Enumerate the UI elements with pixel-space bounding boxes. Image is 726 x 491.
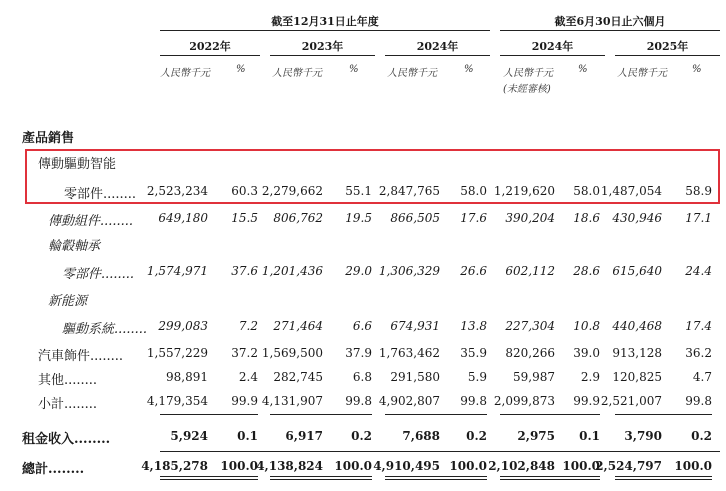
year-2022: 2022年 [189, 40, 231, 53]
cell-value: 39.0 [573, 346, 600, 360]
cell-value: 17.6 [460, 211, 487, 225]
subtotal-rule [270, 414, 372, 415]
unit-rmb-4: 人民幣千元 [503, 68, 553, 79]
cell-value: 1,219,620 [493, 184, 555, 198]
row-label: 汽車飾件........ [38, 349, 124, 364]
cell-value: 24.4 [685, 264, 712, 278]
cell-value: 120,825 [612, 370, 662, 384]
cell-value: 7.2 [238, 319, 258, 333]
cell-value: 4,902,807 [378, 394, 440, 408]
cell-value: 1,306,329 [378, 264, 440, 278]
unit-pct-3: % [464, 64, 474, 75]
cell-value: 99.8 [345, 394, 372, 408]
cell-value: 0.1 [237, 429, 258, 443]
cell-value: 1,574,971 [146, 264, 208, 278]
period-fy-header: 截至12月31日止年度 [271, 15, 379, 28]
period-fy-rule [160, 30, 490, 31]
cell-value: 99.9 [231, 394, 258, 408]
cell-value: 2,523,234 [146, 184, 208, 198]
cell-value: 58.0 [573, 184, 600, 198]
cell-value: 0.2 [466, 429, 487, 443]
subtotal-rule [500, 414, 600, 415]
year-rule-3 [385, 55, 490, 56]
cell-value: 36.2 [685, 346, 712, 360]
cell-value: 1,201,436 [261, 264, 323, 278]
cell-value: 59,987 [513, 370, 555, 384]
cell-value: 602,112 [505, 264, 555, 278]
cell-value: 4,185,278 [141, 459, 208, 473]
cell-value: 299,083 [158, 319, 208, 333]
cell-value: 820,266 [505, 346, 555, 360]
cell-value: 7,688 [402, 429, 440, 443]
row-label: 租金收入........ [22, 432, 111, 447]
cell-value: 28.6 [573, 264, 600, 278]
total-double-rule-a [500, 476, 600, 477]
unit-rmb-1: 人民幣千元 [160, 68, 210, 79]
cell-value: 100.0 [674, 459, 712, 473]
cell-value: 649,180 [158, 211, 208, 225]
year-2023: 2023年 [301, 40, 344, 53]
row-label-cont: 零部件........ [64, 187, 137, 202]
cell-value: 674,931 [390, 319, 440, 333]
year-2024: 2024年 [416, 40, 459, 53]
cell-value: 2,847,765 [378, 184, 440, 198]
cell-value: 4,138,824 [256, 459, 323, 473]
cell-value: 2,524,797 [595, 459, 662, 473]
year-rule-1 [160, 55, 260, 56]
unit-rmb-5: 人民幣千元 [617, 68, 667, 79]
cell-value: 0.2 [691, 429, 712, 443]
cell-value: 4,910,495 [373, 459, 440, 473]
subtotal-rule [385, 414, 487, 415]
cell-value: 2,279,662 [261, 184, 323, 198]
total-double-rule-b [160, 479, 258, 480]
cell-value: 227,304 [505, 319, 555, 333]
cell-value: 37.2 [231, 346, 258, 360]
total-double-rule-a [385, 476, 487, 477]
cell-value: 99.8 [685, 394, 712, 408]
cell-value: 100.0 [562, 459, 600, 473]
total-double-rule-a [160, 476, 258, 477]
row-label: 小計........ [38, 397, 98, 412]
cell-value: 37.9 [345, 346, 372, 360]
period-h1-header: 截至6月30日止六個月 [554, 15, 666, 28]
cell-value: 806,762 [273, 211, 323, 225]
cell-value: 100.0 [334, 459, 372, 473]
row-label: 其他........ [38, 373, 98, 388]
section-title: 產品銷售 [22, 131, 75, 146]
cell-value: 4,179,354 [146, 394, 208, 408]
year-2025-h1: 2025年 [646, 40, 689, 53]
row-label: 傳動組件........ [48, 214, 134, 229]
cell-value: 913,128 [612, 346, 662, 360]
cell-value: 99.9 [573, 394, 600, 408]
year-2024-h1: 2024年 [531, 40, 574, 53]
cell-value: 1,557,229 [146, 346, 208, 360]
unit-pct-2: % [349, 64, 359, 75]
total-double-rule-b [385, 479, 487, 480]
total-rule-top [160, 451, 720, 452]
cell-value: 2,521,007 [600, 394, 662, 408]
cell-value: 291,580 [390, 370, 440, 384]
cell-value: 58.9 [685, 184, 712, 198]
cell-value: 2,099,873 [493, 394, 555, 408]
cell-value: 0.1 [579, 429, 600, 443]
cell-value: 615,640 [612, 264, 662, 278]
row-label-cont: 驅動系統........ [62, 322, 148, 337]
cell-value: 17.1 [685, 211, 712, 225]
year-rule-4 [500, 55, 605, 56]
total-double-rule-a [270, 476, 372, 477]
cell-value: 17.4 [685, 319, 712, 333]
unit-rmb-3: 人民幣千元 [387, 68, 437, 79]
cell-value: 2,102,848 [488, 459, 555, 473]
cell-value: 29.0 [345, 264, 372, 278]
cell-value: 19.5 [345, 211, 372, 225]
cell-value: 0.2 [351, 429, 372, 443]
unaudited-note: (未經審核) [503, 84, 551, 95]
unit-rmb-2: 人民幣千元 [272, 68, 322, 79]
year-rule-2 [270, 55, 375, 56]
unit-pct-1: % [236, 64, 246, 75]
cell-value: 2.9 [580, 370, 600, 384]
cell-value: 18.6 [573, 211, 600, 225]
cell-value: 98,891 [166, 370, 208, 384]
cell-value: 390,204 [505, 211, 555, 225]
cell-value: 100.0 [220, 459, 258, 473]
cell-value: 26.6 [460, 264, 487, 278]
period-h1-rule [500, 30, 720, 31]
row-label-cont: 零部件........ [62, 267, 135, 282]
total-double-rule-b [615, 479, 712, 480]
cell-value: 10.8 [573, 319, 600, 333]
cell-value: 2.4 [238, 370, 258, 384]
row-label: 輪轂軸承 [48, 239, 101, 254]
unit-pct-5: % [692, 64, 702, 75]
cell-value: 58.0 [460, 184, 487, 198]
cell-value: 100.0 [449, 459, 487, 473]
cell-value: 1,487,054 [600, 184, 662, 198]
row-label: 總計........ [22, 462, 85, 477]
cell-value: 282,745 [273, 370, 323, 384]
subtotal-rule [160, 414, 258, 415]
subtotal-rule [615, 414, 712, 415]
cell-value: 2,975 [517, 429, 555, 443]
total-double-rule-b [500, 479, 600, 480]
cell-value: 6,917 [285, 429, 323, 443]
cell-value: 55.1 [345, 184, 372, 198]
cell-value: 866,505 [390, 211, 440, 225]
cell-value: 1,763,462 [378, 346, 440, 360]
cell-value: 4.7 [692, 370, 712, 384]
cell-value: 271,464 [273, 319, 323, 333]
cell-value: 440,468 [612, 319, 662, 333]
cell-value: 430,946 [612, 211, 662, 225]
cell-value: 5.9 [467, 370, 487, 384]
row-label: 傳動驅動智能 [38, 157, 117, 172]
cell-value: 4,131,907 [261, 394, 323, 408]
cell-value: 6.6 [352, 319, 372, 333]
total-double-rule-b [270, 479, 372, 480]
cell-value: 6.8 [352, 370, 372, 384]
cell-value: 60.3 [231, 184, 258, 198]
cell-value: 5,924 [170, 429, 208, 443]
cell-value: 99.8 [460, 394, 487, 408]
unit-pct-4: % [578, 64, 588, 75]
cell-value: 13.8 [460, 319, 487, 333]
cell-value: 37.6 [231, 264, 258, 278]
cell-value: 35.9 [460, 346, 487, 360]
year-rule-5 [615, 55, 720, 56]
row-label: 新能源 [48, 294, 88, 309]
cell-value: 3,790 [624, 429, 662, 443]
total-double-rule-a [615, 476, 712, 477]
cell-value: 1,569,500 [261, 346, 323, 360]
cell-value: 15.5 [231, 211, 258, 225]
